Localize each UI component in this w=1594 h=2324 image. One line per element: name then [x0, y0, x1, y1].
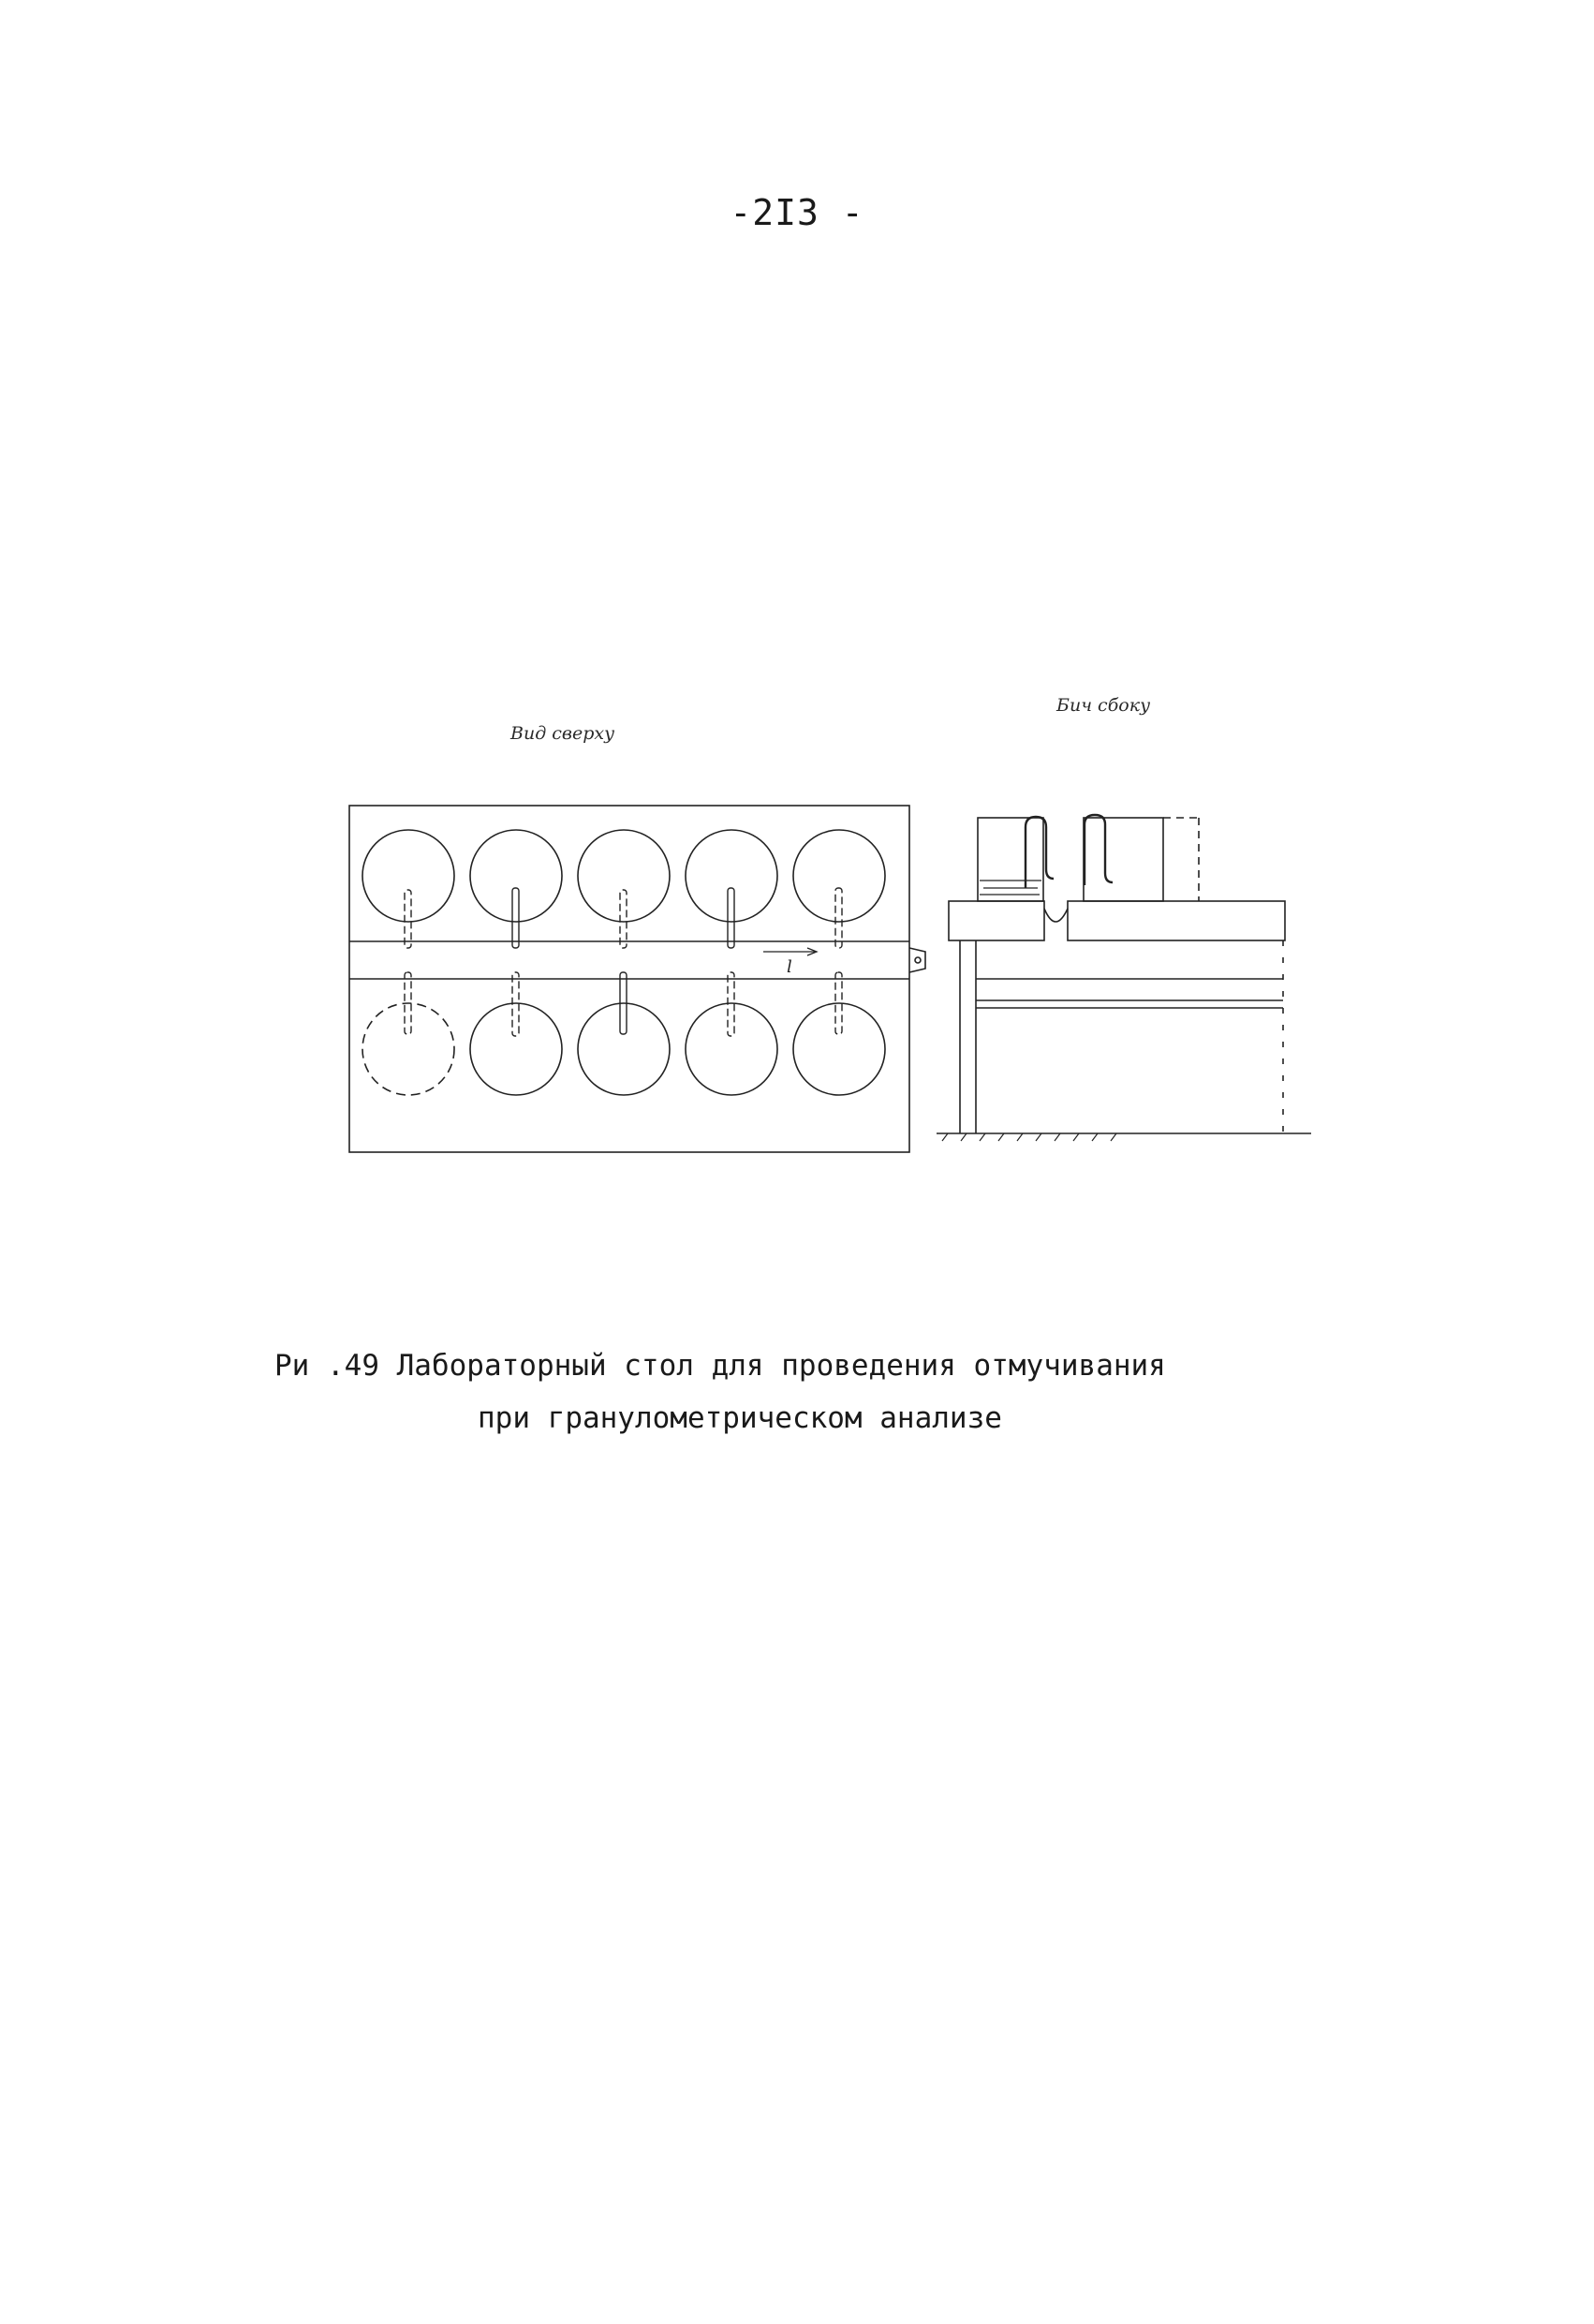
floor-hatching [942, 1133, 1116, 1141]
vessel [686, 1003, 777, 1095]
tabletop-left [949, 901, 1044, 940]
top-siphons [405, 888, 842, 948]
vessel [578, 830, 670, 922]
vessel [470, 830, 562, 922]
spout-hole [915, 957, 921, 963]
caption-line-1: Ри .49 Лабораторный стол для проведения отмучивания [274, 1349, 1166, 1383]
vessel [686, 830, 777, 922]
vessel [578, 1003, 670, 1095]
caption-line-2: при гранулометрическом анализе [478, 1401, 1002, 1435]
siphon-tube [728, 972, 734, 1036]
siphon-tube [835, 888, 842, 948]
flow-label: l [787, 957, 792, 977]
bottom-siphons [405, 972, 842, 1036]
side-vessel-left [978, 818, 1043, 901]
side-vessel-right [1084, 818, 1163, 901]
bottom-row-vessels [362, 1003, 885, 1095]
lab-table-drawing [337, 768, 1311, 1185]
siphon-tube [620, 890, 627, 948]
top-view-label: Вид сверху [510, 723, 615, 744]
page-number: -2I3 - [730, 192, 864, 233]
vessel [470, 1003, 562, 1095]
side-trough [1044, 909, 1068, 922]
siphon-tube [512, 972, 519, 1036]
top-row-vessels [362, 830, 885, 922]
vessel [793, 1003, 885, 1095]
vessel [793, 830, 885, 922]
siphon-tube [405, 890, 411, 948]
vessel [362, 830, 454, 922]
siphon-tube [728, 888, 734, 948]
sediment-hatching [980, 881, 1041, 895]
side-siphon-left [1026, 817, 1054, 888]
vessel [362, 1003, 454, 1095]
side-siphon-right [1085, 815, 1113, 885]
lab-table-figure [337, 768, 1311, 1185]
siphon-tube [512, 888, 519, 948]
trough-spout [909, 948, 925, 972]
tabletop-right [1068, 901, 1285, 940]
side-view-label: Бич сбоку [1056, 695, 1151, 716]
